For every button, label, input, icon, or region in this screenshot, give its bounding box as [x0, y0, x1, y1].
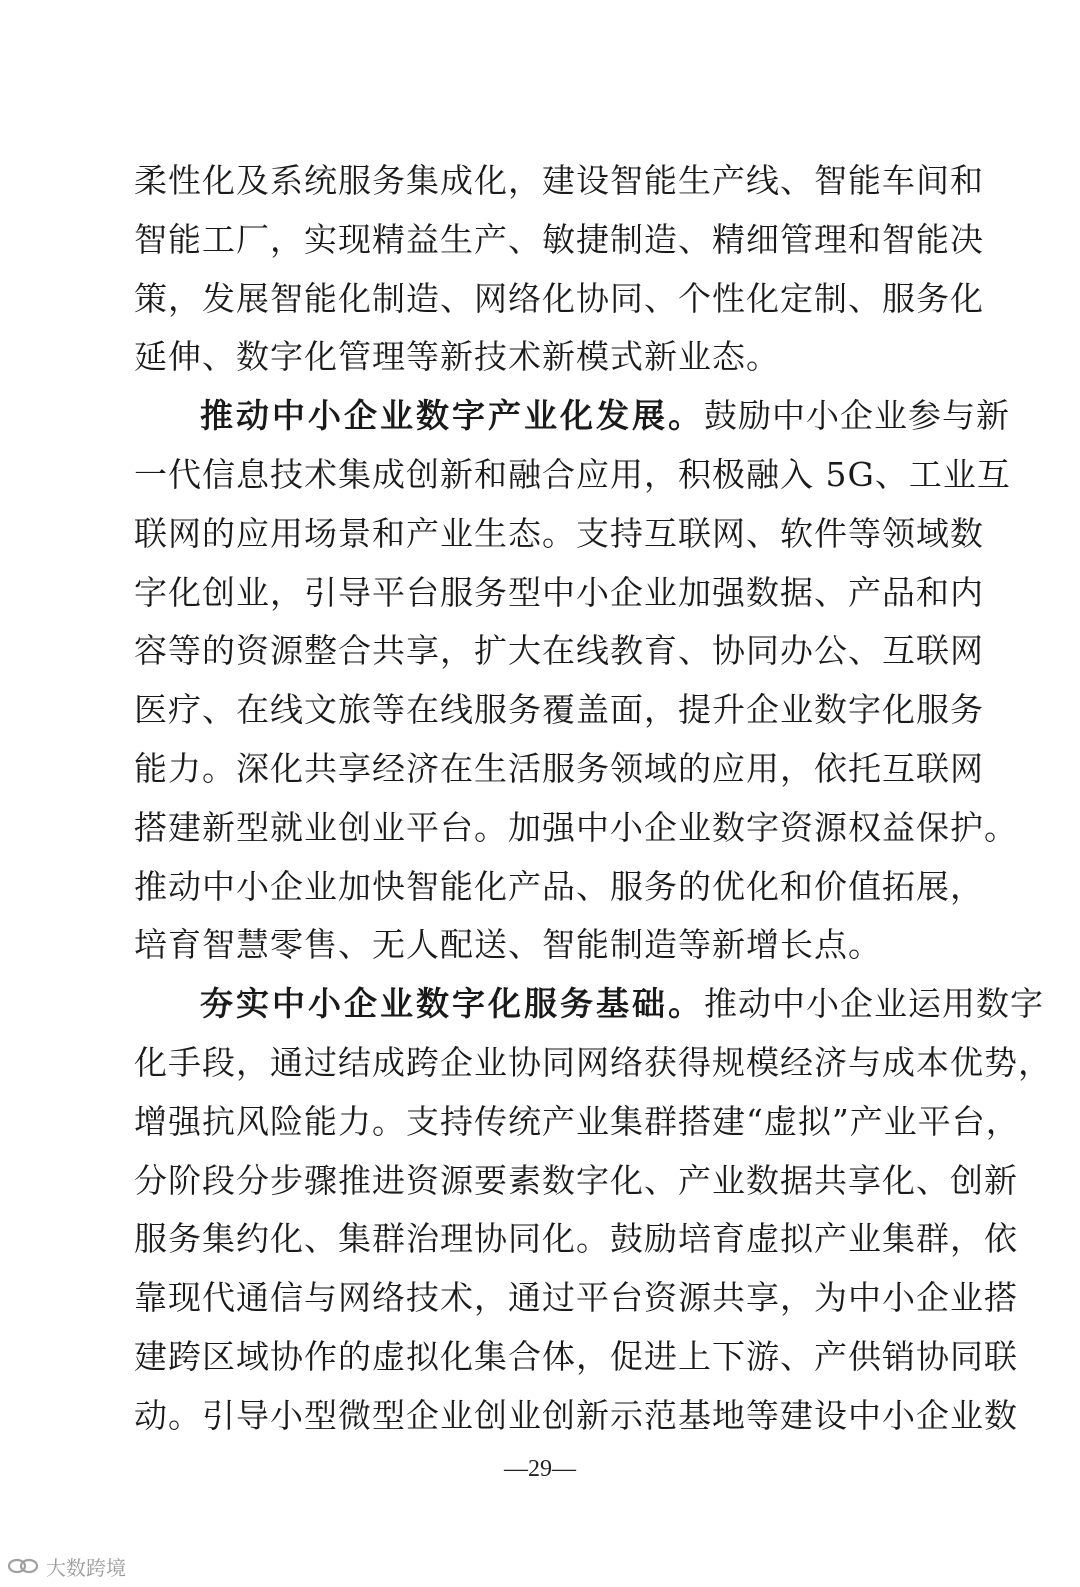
text-line: 服务集约化、集群治理协同化。鼓励培育虚拟产业集群，依: [134, 1219, 1018, 1259]
text-line: 策，发展智能化制造、网络化协同、个性化定制、服务化: [134, 278, 984, 318]
text-line: 柔性化及系统服务集成化，建设智能生产线、智能车间和: [134, 161, 984, 200]
watermark-text: 大数跨境: [46, 1555, 126, 1580]
section-heading: 夯实中小企业数字化服务基础。: [200, 984, 704, 1024]
text-line: 建跨区域协作的虚拟化集合体，促进上下游、产供销协同联: [134, 1336, 1018, 1376]
text-line: 医疗、在线文旅等在线服务覆盖面，提升企业数字化服务: [134, 690, 984, 730]
watermark: [6, 1550, 126, 1582]
text-line: 延伸、数字化管理等新技术新模式新业态。: [134, 337, 780, 377]
text-line: 增强抗风险能力。支持传统产业集群搭建“虚拟”产业平台，: [134, 1101, 1020, 1141]
text-line: 动。引导小型微型企业创业创新示范基地等建设中小企业数: [134, 1395, 1018, 1435]
text-line: 分阶段分步骤推进资源要素数字化、产业数据共享化、创新: [134, 1160, 1018, 1200]
text-segment: 鼓励中小企业参与新: [704, 396, 1010, 436]
text-line: 靠现代通信与网络技术，通过平台资源共享，为中小企业搭: [134, 1278, 1018, 1318]
text-line: 搭建新型就业创业平台。加强中小企业数字资源权益保护。: [134, 807, 1018, 847]
text-line: 化手段，通过结成跨企业协同网络获得规模经济与成本优势，: [134, 1042, 1052, 1082]
document-body: [134, 152, 1052, 1446]
text-line: 能力。深化共享经济在生活服务领域的应用，依托互联网: [134, 748, 984, 788]
section-heading-line: [134, 387, 1010, 446]
text-line: 培育智慧零售、无人配送、智能制造等新增长点。: [134, 925, 882, 965]
text-segment: 推动中小企业运用数字: [704, 984, 1044, 1024]
text-line: 一代信息技术集成创新和融合应用，积极融入 5G、工业互: [134, 454, 1011, 494]
text-line: 字化创业，引导平台服务型中小企业加强数据、产品和内: [134, 572, 984, 612]
section-heading-line: [134, 975, 1044, 1034]
text-line: 智能工厂，实现精益生产、敏捷制造、精细管理和智能决: [134, 219, 984, 259]
text-line: 容等的资源整合共享，扩大在线教育、协同办公、互联网: [134, 631, 984, 671]
text-line: 推动中小企业加快智能化产品、服务的优化和价值拓展，: [134, 866, 984, 906]
page-number: —29—: [504, 1456, 576, 1482]
chain-link-logo-icon: [6, 1555, 40, 1577]
section-heading: 推动中小企业数字产业化发展。: [200, 396, 704, 436]
text-line: 联网的应用场景和产业生态。支持互联网、软件等领域数: [134, 513, 984, 553]
